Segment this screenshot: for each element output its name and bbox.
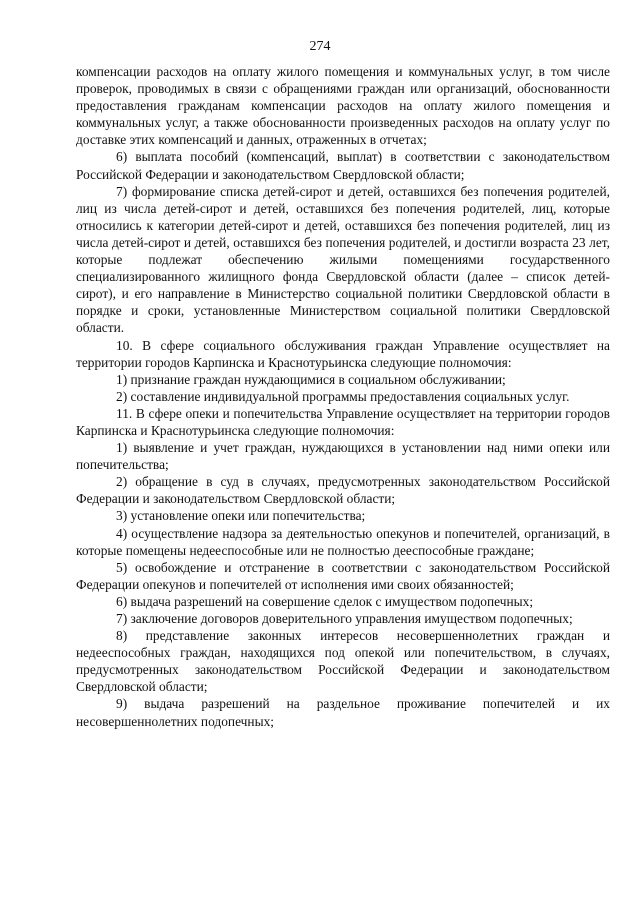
page-number: 274 [309, 39, 331, 54]
paragraph-continuation: компенсации расходов на оплату жилого помещения и коммунальных услуг, в том числе проверок, проводимых в связи с обращениями граждан или организаций, обоснованности предоставления гражданам компенсации расходов на оплату жилого помещения и коммунальных услуг, а также обоснованности произведенных расходов на оплату услуг по доставке этих компенсаций и данных, отраженных в отчетах; [76, 64, 610, 148]
paragraph-item-6: 6) выплата пособий (компенсаций, выплат) в соответствии с законодательством Российской Федерации и законодательством Свердловской области; [76, 149, 610, 182]
paragraph-section-11-item-8: 8) представление законных интересов несовершеннолетних граждан и недееспособных граждан, находящихся под опекой или попечительством, в случаях, предусмотренных законодательством Российской Федерации и законодательством Свердловской области; [76, 628, 610, 695]
paragraph-section-11-item-7: 7) заключение договоров доверительного управления имуществом подопечных; [116, 611, 573, 626]
paragraph-item-7: 7) формирование списка детей-сирот и детей, оставшихся без попечения родителей, лиц из числа детей-сирот и детей, оставшихся без попечения родителей, лиц, которые относились к категории детей-сирот и детей, оставшихся без попечения родителей, лиц из числа детей-сирот и детей, оставшихся без попечения родителей, и достигли возраста 23 лет, которые подлежат обеспечению жилыми помещениями государственного специализированного жилищного фонда Свердловской области (далее – список детей-сирот), и его направление в Министерство социальной политики Свердловской области в порядке и сроки, установленные Министерством социальной политики Свердловской области. [76, 183, 610, 336]
paragraph-section-10-item-2: 2) составление индивидуальной программы предоставления социальных услуг. [116, 388, 570, 404]
paragraph-section-11-item-9: 9) выдача разрешений на раздельное проживание попечителей и их несовершеннолетних подопечных; [76, 696, 610, 729]
paragraph-section-11-item-4: 4) осуществление надзора за деятельностью опекунов и попечителей, организаций, в которые помещены недееспособные или не полностью дееспособные граждане; [76, 525, 610, 558]
paragraph-section-11-item-2: 2) обращение в суд в случаях, предусмотренных законодательством Российской Федерации и законодательством Свердловской области; [76, 474, 610, 507]
paragraph-section-11-item-6: 6) выдача разрешений на совершение сделок с имуществом подопечных; [116, 593, 534, 609]
paragraph-section-11-item-5: 5) освобождение и отстранение в соответствии с законодательством Российской Федерации опекунов и попечителей от исполнения ими своих обязанностей; [76, 559, 610, 592]
paragraph-section-11: 11. В сфере опеки и попечительства Управление осуществляет на территории городов Карпинска и Краснотурьинска следующие полномочия: [76, 405, 610, 438]
paragraph-section-10-item-1: 1) признание граждан нуждающимися в социальном обслуживании; [116, 371, 506, 387]
paragraph-section-11-item-1: 1) выявление и учет граждан, нуждающихся в установлении над ними опеки или попечительства; [76, 440, 610, 473]
paragraph-section-10: 10. В сфере социального обслуживания граждан Управление осуществляет на территории городов Карпинска и Краснотурьинска следующие полномочия: [76, 337, 610, 370]
paragraph-section-11-item-3: 3) установление опеки или попечительства; [116, 508, 366, 524]
document-body [76, 63, 610, 730]
